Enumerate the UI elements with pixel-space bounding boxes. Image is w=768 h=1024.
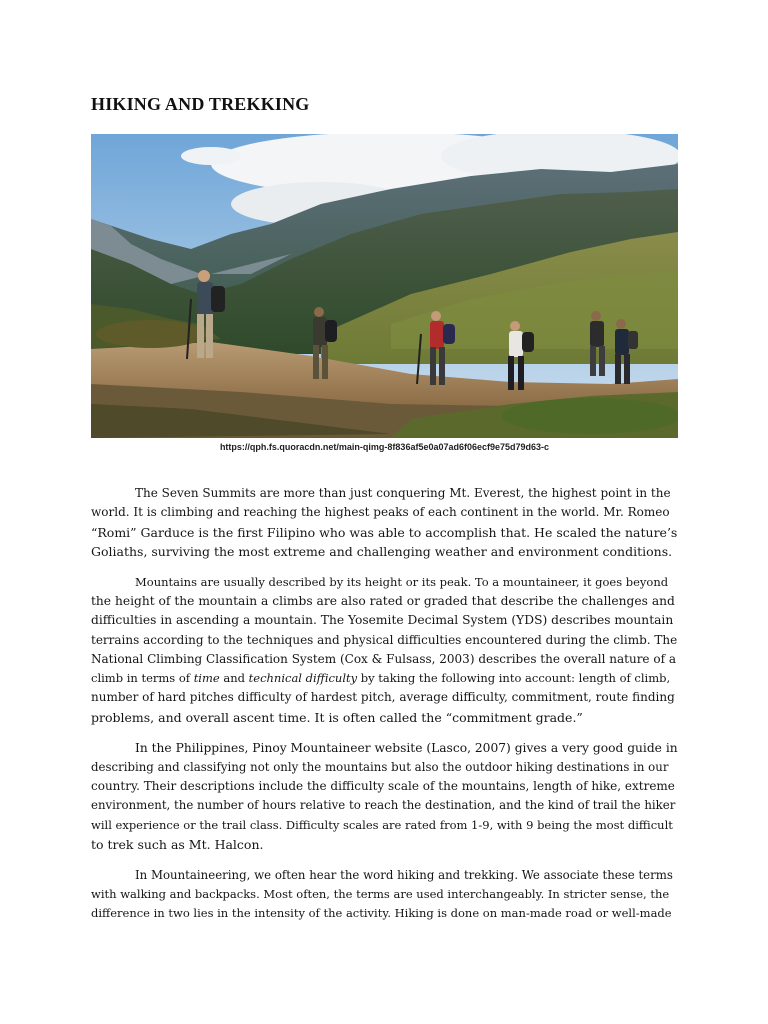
- paragraph-line: difficulties in ascending a mountain. The Yosemite Decimal System (YDS) describes mountain: [91, 613, 674, 628]
- paragraph-line: world. It is climbing and reaching the highest peaks of each continent in the world. Mr. Romeo: [91, 505, 670, 520]
- paragraph-line: terrains according to the techniques and physical difficulties encountered during the climb. The: [91, 632, 678, 647]
- paragraph-line: In Mountaineering, we often hear the word hiking and trekking. We associate these terms: [135, 867, 673, 882]
- page-title: HIKING AND TREKKING: [91, 94, 310, 114]
- paragraph-line: the height of the mountain a climbs are also rated or graded that describe the challenges and: [91, 593, 675, 608]
- paragraph-line: will experience or the trail class. Difficulty scales are rated from 1-9, with 9 being the most difficult: [91, 817, 673, 832]
- paragraph-line: environment, the number of hours relative to reach the destination, and the kind of trail the hiker: [91, 798, 676, 813]
- paragraph-line: [91, 669, 678, 688]
- paragraph-line: difference in two lies in the intensity of the activity. Hiking is done on man-made road or well-made: [91, 906, 672, 921]
- paragraph-line: Mountains are usually described by its height or its peak. To a mountaineer, it goes beyond: [135, 574, 669, 589]
- emphasis-time: time: [193, 671, 220, 686]
- paragraph-line: number of hard pitches difficulty of hardest pitch, average difficulty, commitment, route finding: [91, 690, 675, 705]
- paragraph-line: describing and classifying not only the mountains but also the outdoor hiking destinations in our: [91, 759, 669, 774]
- paragraph-line: Goliaths, surviving the most extreme and challenging weather and environment conditions.: [91, 543, 673, 559]
- paragraph-line: country. Their descriptions include the difficulty scale of the mountains, length of hike, extreme: [91, 779, 675, 794]
- line-text: and: [219, 671, 249, 686]
- hikers-mountain-photo: [91, 134, 678, 438]
- image-caption: https://qph.fs.quoracdn.net/main-qimg-8f836af5e0a07ad6f06ecf9e75d79d63-c: [219, 442, 550, 452]
- paragraph-line: “Romi” Garduce is the first Filipino who was able to accomplish that. He scaled the nature’s: [91, 524, 678, 540]
- paragraph-line: problems, and overall ascent time. It is often called the “commitment grade.”: [91, 709, 583, 725]
- paragraph-line: The Seven Summits are more than just conquering Mt. Everest, the highest point in the: [135, 486, 671, 500]
- paragraph-line: National Climbing Classification System (Cox & Fulsass, 2003) describes the overall nature of a: [91, 651, 676, 666]
- paragraph-3: [91, 739, 678, 855]
- line-text: climb in terms of: [91, 671, 194, 686]
- emphasis-technical-difficulty: technical difficulty: [248, 671, 358, 686]
- line-text: by taking the following into account: length of climb,: [357, 671, 671, 686]
- paragraph-line: with walking and backpacks. Most often, the terms are used interchangeably. In stricter sense, the: [91, 887, 670, 902]
- paragraph-1: [91, 484, 678, 561]
- paragraph-line: In the Philippines, Pinoy Mountaineer website (Lasco, 2007) gives a very good guide in: [135, 740, 678, 755]
- paragraph-4: [91, 866, 678, 924]
- document-body: [91, 484, 678, 935]
- paragraph-line: to trek such as Mt. Halcon.: [91, 837, 264, 853]
- paragraph-2: [91, 573, 678, 727]
